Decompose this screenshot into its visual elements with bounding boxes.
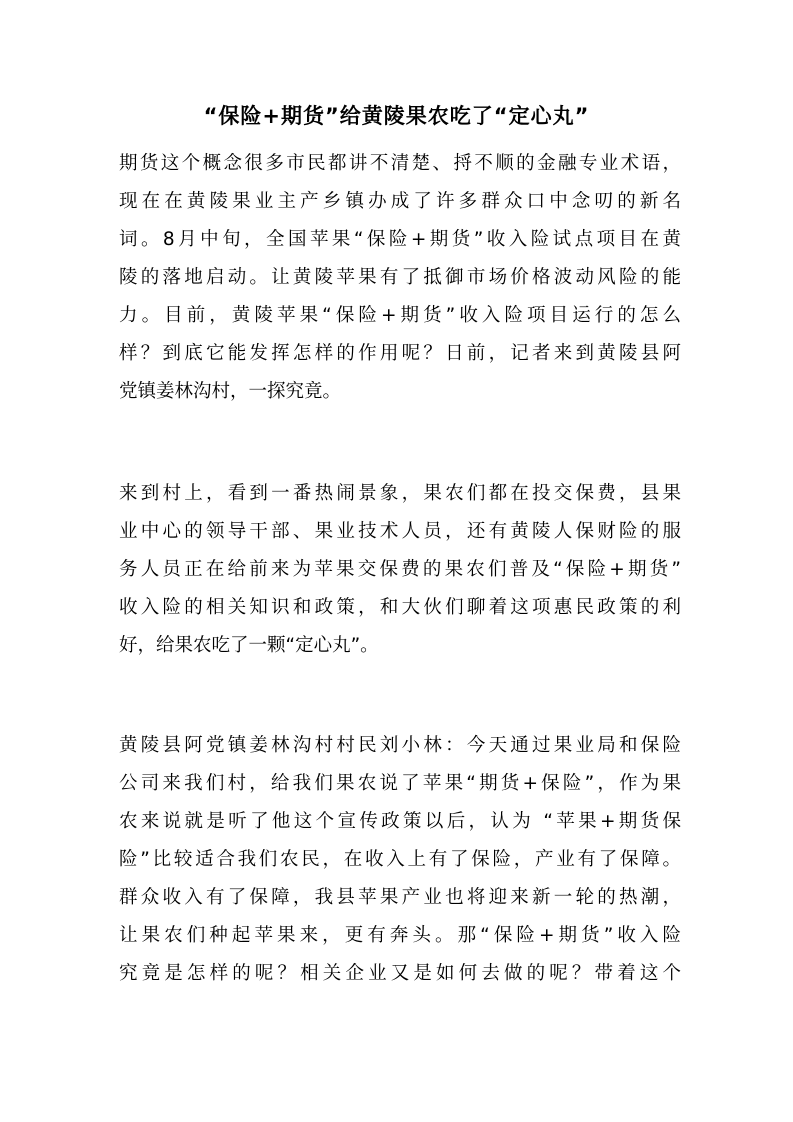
text-line: 词。8月中旬，全国苹果“保险+期货”收入险试点项目在黄 <box>119 229 681 250</box>
paragraph-2 <box>119 475 681 665</box>
text-line: 陵的落地启动。让黄陵苹果有了抵御市场价格波动风险的能 <box>119 267 681 288</box>
paragraph-3 <box>119 727 681 993</box>
text-line: 让果农们种起苹果来，更有奔头。那“保险+期货”收入险 <box>119 925 681 946</box>
text-line: 究竟是怎样的呢？相关企业又是如何去做的呢？带着这个 <box>119 963 681 984</box>
text-line: 收入险的相关知识和政策，和大伙们聊着这项惠民政策的利 <box>119 597 681 618</box>
article-title: “保险+期货”给黄陵果农吃了“定心丸” <box>203 104 590 128</box>
text-line: 来到村上，看到一番热闹景象，果农们都在投交保费，县果 <box>119 483 681 504</box>
text-line: 公司来我们村，给我们果农说了苹果“期货+保险”，作为果 <box>119 773 681 794</box>
text-line: 现在在黄陵果业主产乡镇办成了许多群众口中念叨的新名 <box>119 191 681 212</box>
text-line: 险”比较适合我们农民，在收入上有了保险，产业有了保障。 <box>119 849 681 870</box>
text-line: 样？到底它能发挥怎样的作用呢？日前，记者来到黄陵县阿 <box>119 343 681 364</box>
text-line: 期货这个概念很多市民都讲不清楚、捋不顺的金融专业术语， <box>119 153 681 174</box>
text-line: 黄陵县阿党镇姜林沟村村民刘小林：今天通过果业局和保险 <box>119 735 681 756</box>
text-line: 党镇姜林沟村，一探究竟。 <box>119 381 342 402</box>
text-line: 农来说就是听了他这个宣传政策以后，认为 “苹果+期货保 <box>119 811 681 832</box>
text-line: 务人员正在给前来为苹果交保费的果农们普及“保险+期货” <box>119 559 681 580</box>
text-line: 群众收入有了保障，我县苹果产业也将迎来新一轮的热潮， <box>119 887 681 908</box>
text-line: 业中心的领导干部、果业技术人员，还有黄陵人保财险的服 <box>119 521 681 542</box>
text-line: 力。目前，黄陵苹果“保险+期货”收入险项目运行的怎么 <box>119 305 681 326</box>
paragraph-1 <box>119 145 681 411</box>
text-line: 好，给果农吃了一颗“定心丸”。 <box>119 635 379 656</box>
